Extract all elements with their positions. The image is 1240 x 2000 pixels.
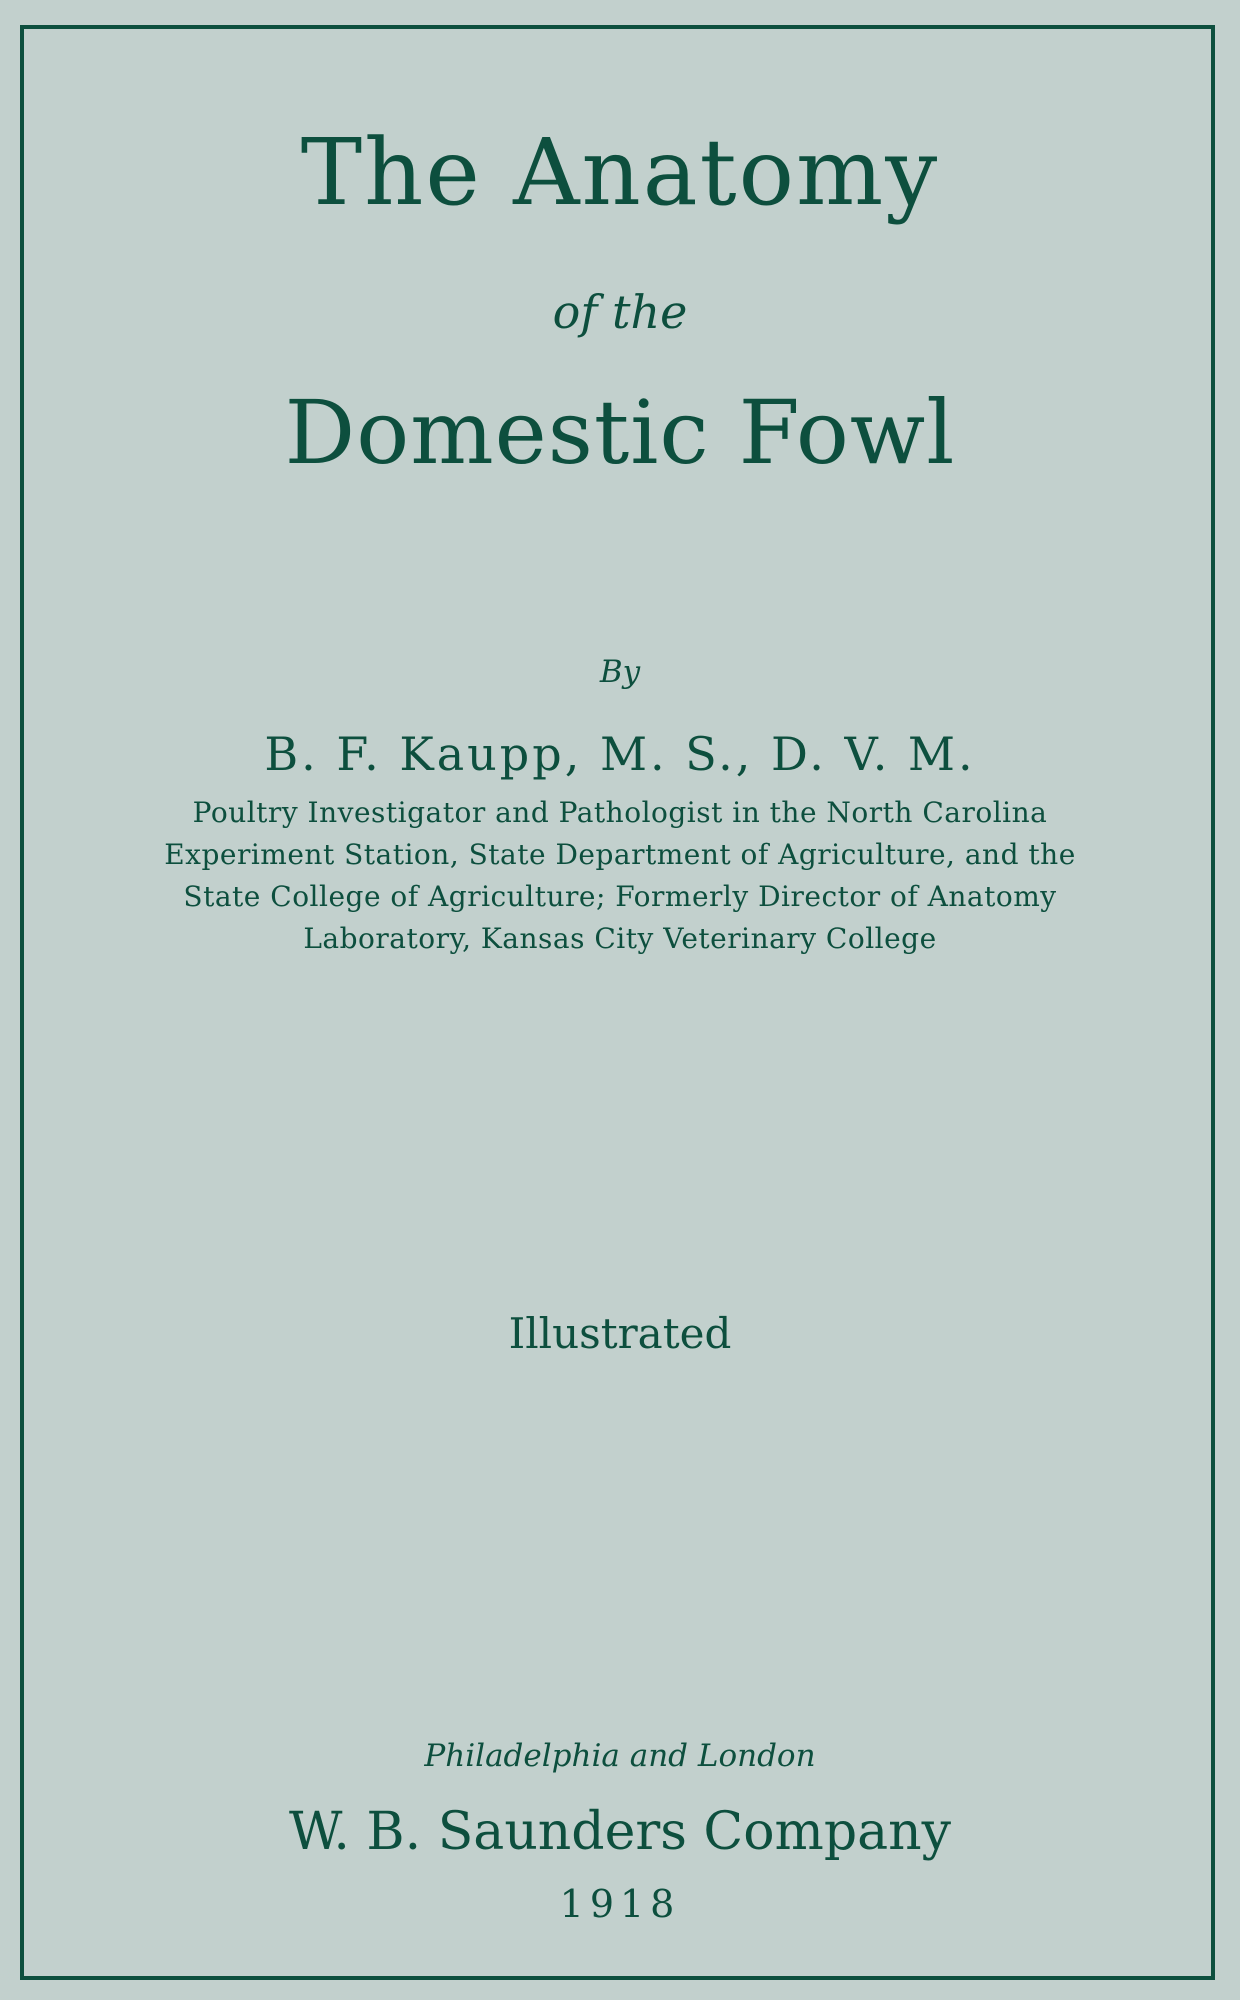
affiliation-line: Laboratory, Kansas City Veterinary College (303, 922, 937, 955)
title-line-1: The Anatomy (300, 119, 940, 226)
publisher-name: W. B. Saunders Company (289, 1802, 951, 1862)
author-affiliation (0, 792, 1240, 960)
affiliation-line: State College of Agriculture; Formerly Director of Anatomy (183, 880, 1057, 913)
affiliation-line: Poultry Investigator and Pathologist in the North Carolina (192, 796, 1048, 829)
title-line-2: of the (552, 285, 688, 339)
publication-place: Philadelphia and London (424, 1738, 816, 1774)
title-line-3: Domestic Fowl (284, 381, 956, 484)
author-name: B. F. Kaupp, M. S., D. V. M. (264, 727, 976, 781)
byline: By (599, 654, 641, 690)
illustrated-note: Illustrated (508, 1309, 732, 1358)
publication-year: 1918 (559, 1882, 681, 1926)
affiliation-line: Experiment Station, State Department of Agriculture, and the (164, 838, 1076, 871)
